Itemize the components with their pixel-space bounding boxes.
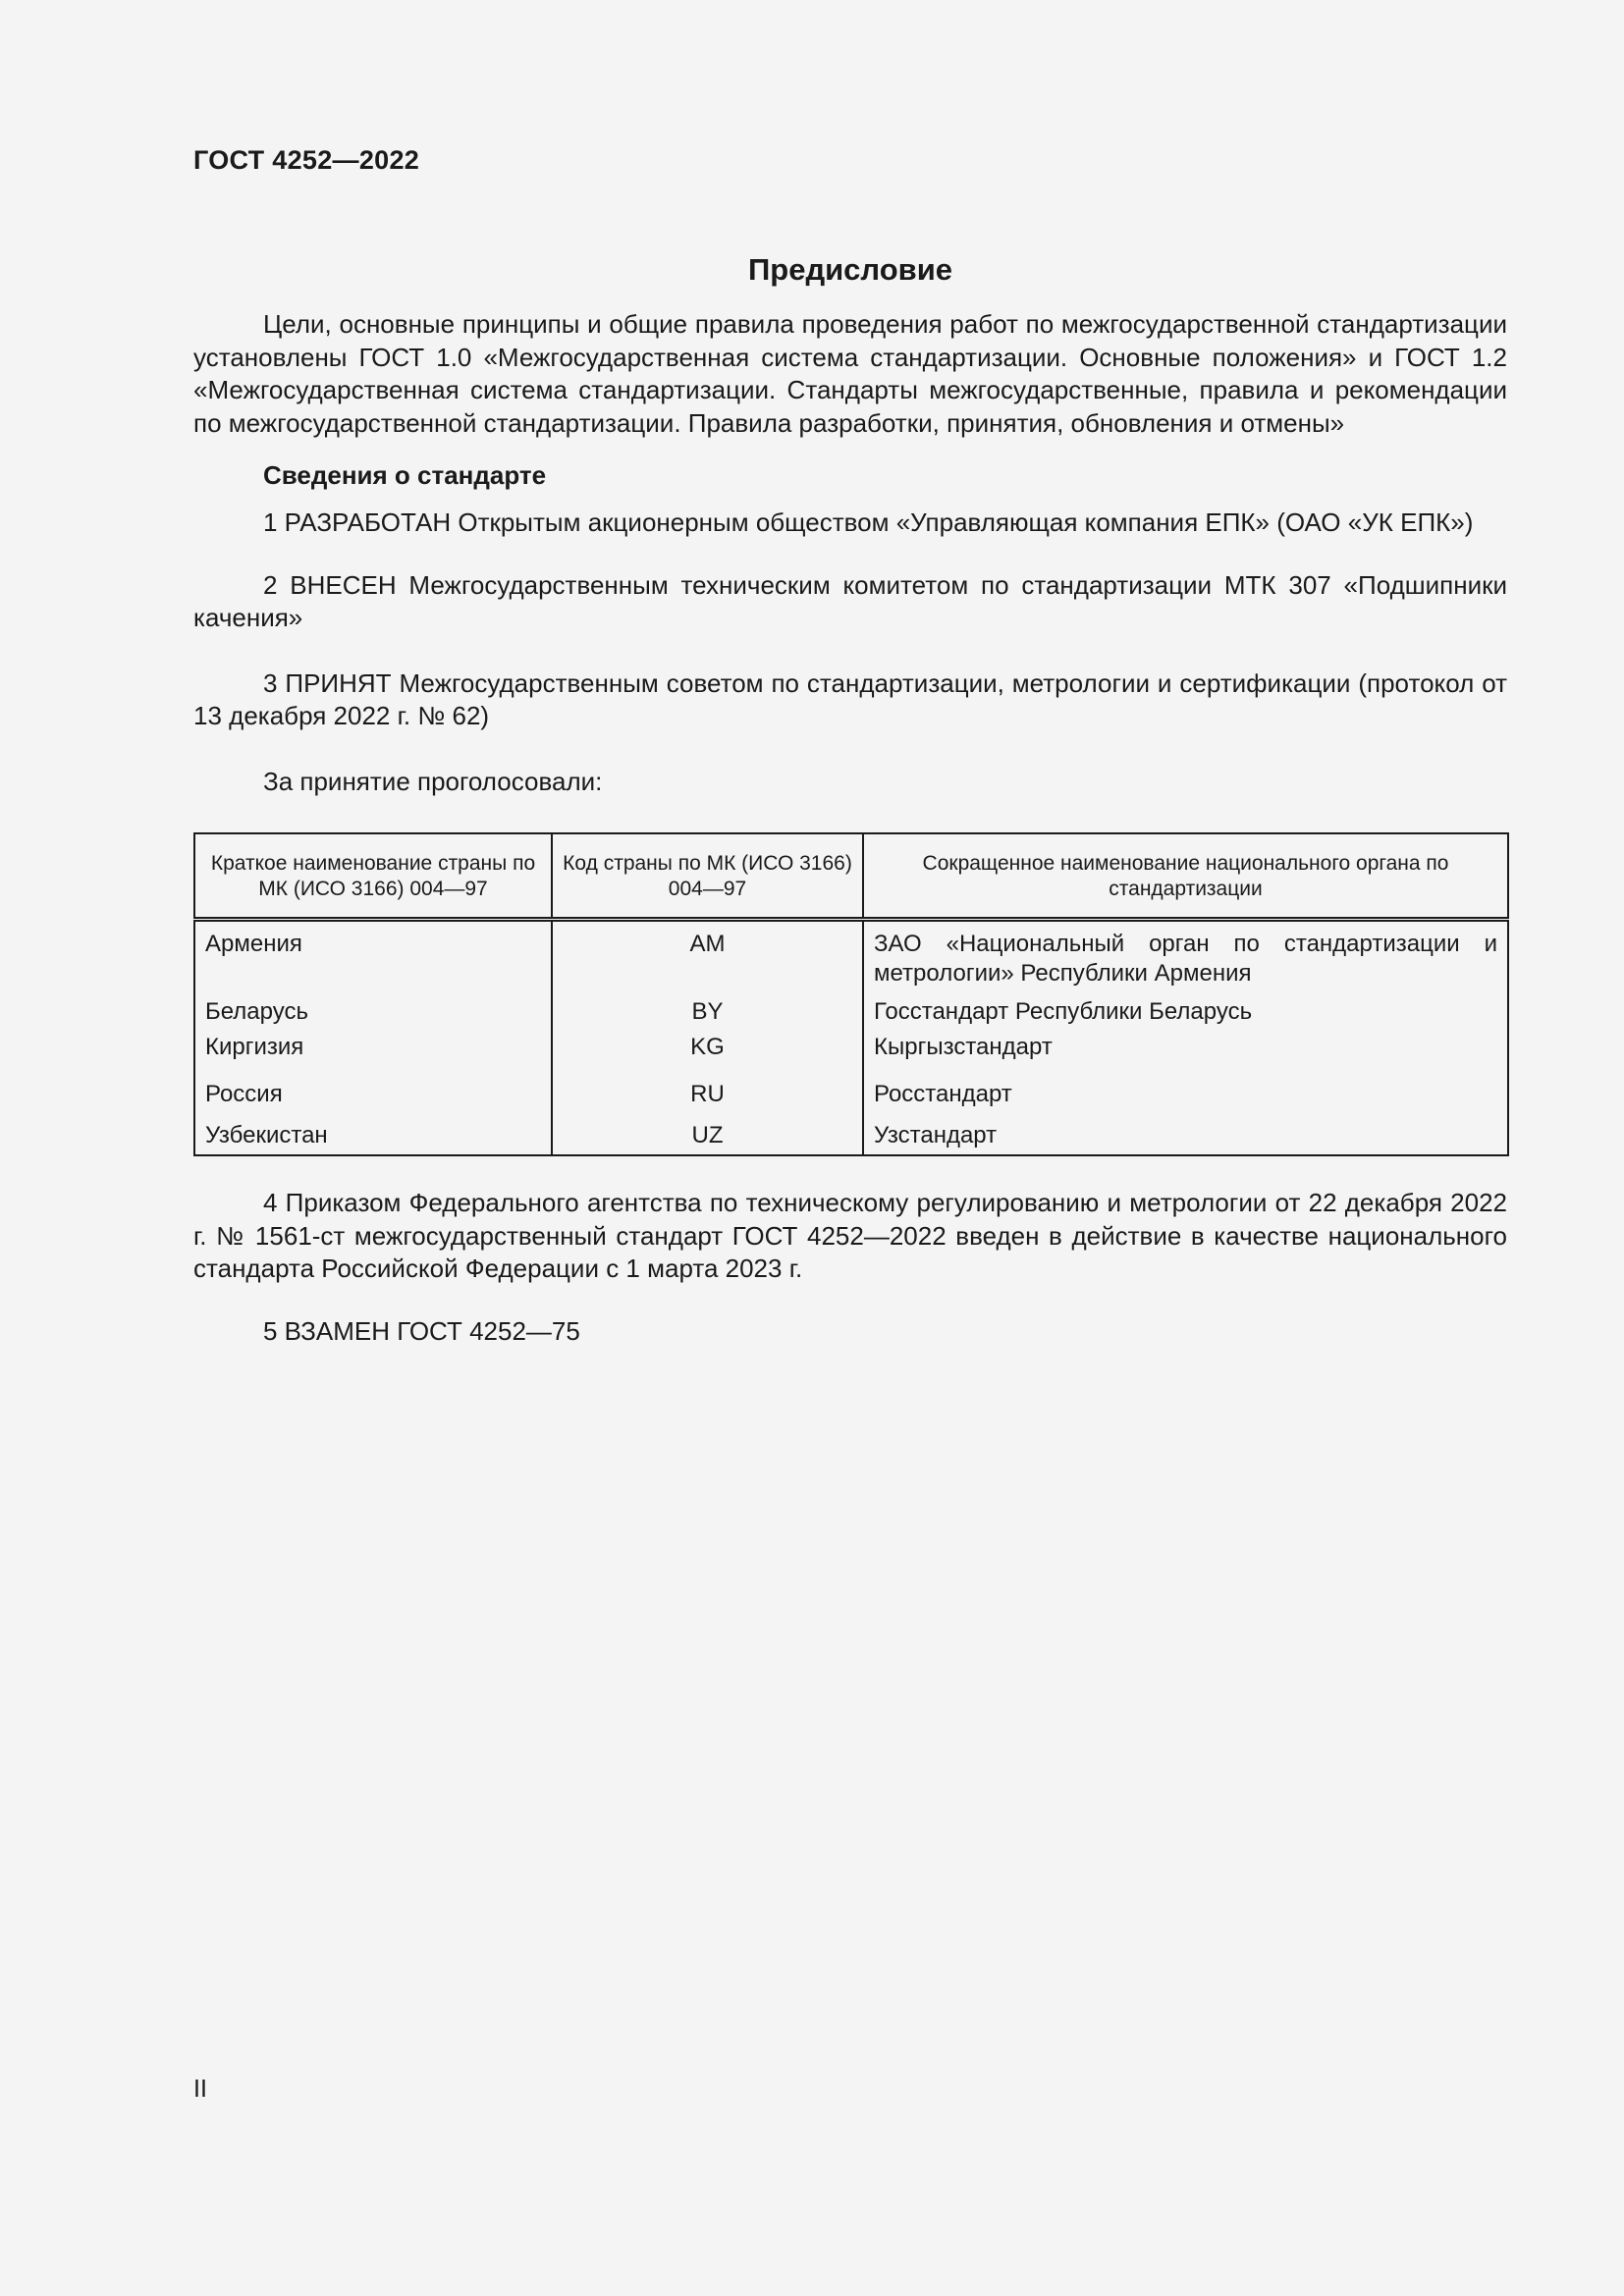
- table-header-row: [194, 833, 1508, 920]
- header-country-name: Краткое наименование страны по МК (ИСО 3166) 004—97: [194, 833, 552, 920]
- info-heading: Сведения о стандарте: [263, 460, 547, 490]
- country-name-cell: Россия: [205, 1081, 283, 1107]
- country-name-cell: Беларусь: [205, 998, 308, 1025]
- country-code-cell: RU: [552, 1062, 863, 1109]
- voting-countries-table: [193, 832, 1509, 1156]
- table-row: [194, 1027, 1508, 1062]
- intro-paragraph: Цели, основные принципы и общие правила проведения работ по межгосударственной стандартизации установлены ГОСТ 1.0 «Межгосударственная система стандартизации. Основные положения» и ГОСТ 1.2 «Межгосударственная система стандартизации. Стандарты межгосударственные, правила и рекомендации по межгосударственной стандартизации. Правила разработки, принятия, обновления и отмены»: [193, 309, 1507, 438]
- vote-intro-paragraph: За принятие проголосовали:: [263, 766, 603, 796]
- national-body-cell: Госстандарт Республики Беларусь: [863, 988, 1508, 1027]
- table-row: [194, 920, 1508, 989]
- national-body-cell: ЗАО «Национальный орган по стандартизации и метрологии» Республики Армения: [863, 920, 1508, 989]
- item-5-paragraph: 5 ВЗАМЕН ГОСТ 4252—75: [263, 1315, 580, 1346]
- table-row: [194, 1109, 1508, 1155]
- item-3-paragraph: 3 ПРИНЯТ Межгосударственным советом по стандартизации, метрологии и сертификации (протокол от 13 декабря 2022 г. № 62): [193, 667, 1507, 730]
- page-number: II: [193, 2075, 207, 2103]
- country-code-cell: AM: [552, 920, 863, 989]
- country-code-cell: UZ: [552, 1109, 863, 1155]
- header-country-code: Код страны по МК (ИСО 3166) 004—97: [552, 833, 863, 920]
- country-code-cell: BY: [552, 988, 863, 1027]
- table-row: [194, 988, 1508, 1027]
- item-1-paragraph: 1 РАЗРАБОТАН Открытым акционерным обществом «Управляющая компания ЕПК» (ОАО «УК ЕПК»): [263, 507, 1474, 537]
- national-body-cell: Росстандарт: [863, 1062, 1508, 1109]
- section-title: Предисловие: [747, 252, 952, 287]
- header-national-body: Сокращенное наименование национального органа по стандартизации: [863, 833, 1508, 920]
- country-name-cell: Армения: [205, 931, 302, 957]
- national-body-cell: Кыргызстандарт: [863, 1027, 1508, 1062]
- item-4-paragraph: 4 Приказом Федерального агентства по техническому регулированию и метрологии от 22 декабря 2022 г. № 1561-ст межгосударственный стандарт ГОСТ 4252—2022 введен в действие в качестве национального стандарта Российской Федерации с 1 марта 2023 г.: [193, 1188, 1507, 1283]
- document-code: ГОСТ 4252—2022: [193, 145, 420, 175]
- country-name-cell: Узбекистан: [205, 1122, 328, 1148]
- national-body-cell: Узстандарт: [863, 1109, 1508, 1155]
- country-name-cell: Киргизия: [205, 1034, 304, 1060]
- country-code-cell: KG: [552, 1027, 863, 1062]
- item-2-paragraph: 2 ВНЕСЕН Межгосударственным техническим комитетом по стандартизации МТК 307 «Подшипники качения»: [193, 569, 1507, 632]
- table-row: [194, 1062, 1508, 1109]
- page-content: [193, 145, 1507, 1348]
